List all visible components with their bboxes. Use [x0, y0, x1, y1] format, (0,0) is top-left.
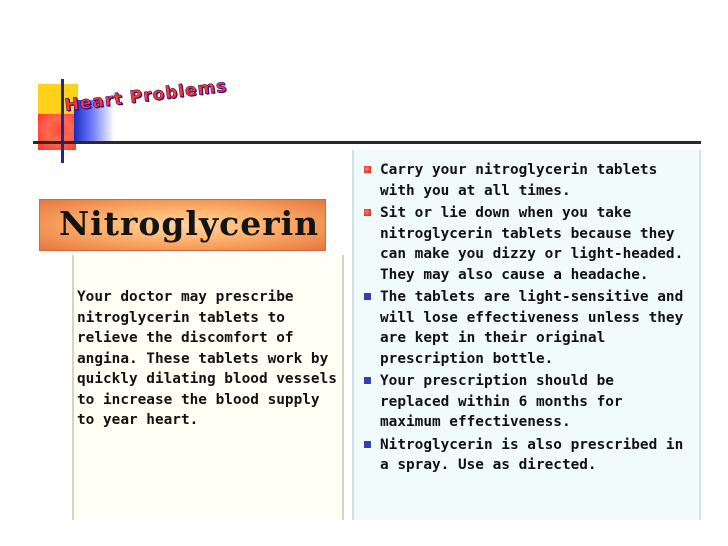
bullet-text: Sit or lie down when you take nitroglycerin tablets because they can make you dizzy or light-headed. They may also cause a headache. [380, 205, 684, 283]
vertical-rule [61, 79, 64, 163]
horizontal-rule [33, 141, 701, 144]
blue-square-bullet-icon [364, 293, 371, 300]
bullet-item [364, 287, 690, 369]
wordart-heading: Heart Problems [63, 76, 229, 116]
blue-square-bullet-icon [364, 441, 371, 448]
bullet-text: The tablets are light-sensitive and will lose effectiveness unless they are kept in their original prescription bottle. [380, 289, 684, 367]
red-square-bullet-icon [364, 209, 371, 216]
left-body-text: Your doctor may prescribe nitroglycerin tablets to relieve the discomfort of angina. These tablets work by quickly dilating blood vessels to increase the blood supply to year heart. [77, 289, 337, 428]
bullet-text: Your prescription should be replaced within 6 months for maximum effectiveness. [380, 373, 623, 430]
bullet-item [364, 203, 690, 285]
slide-title: Nitroglycerin [59, 204, 320, 243]
bullet-item [364, 160, 690, 201]
bullet-item [364, 435, 690, 476]
bullet-text: Nitroglycerin is also prescribed in a spray. Use as directed. [380, 436, 684, 473]
bullet-text: Carry your nitroglycerin tablets with you at all times. [380, 162, 658, 199]
red-square-decoration [38, 114, 76, 150]
blue-square-bullet-icon [364, 377, 371, 384]
red-square-bullet-icon [364, 166, 371, 173]
bullet-list [364, 160, 690, 478]
bullet-item [364, 371, 690, 433]
